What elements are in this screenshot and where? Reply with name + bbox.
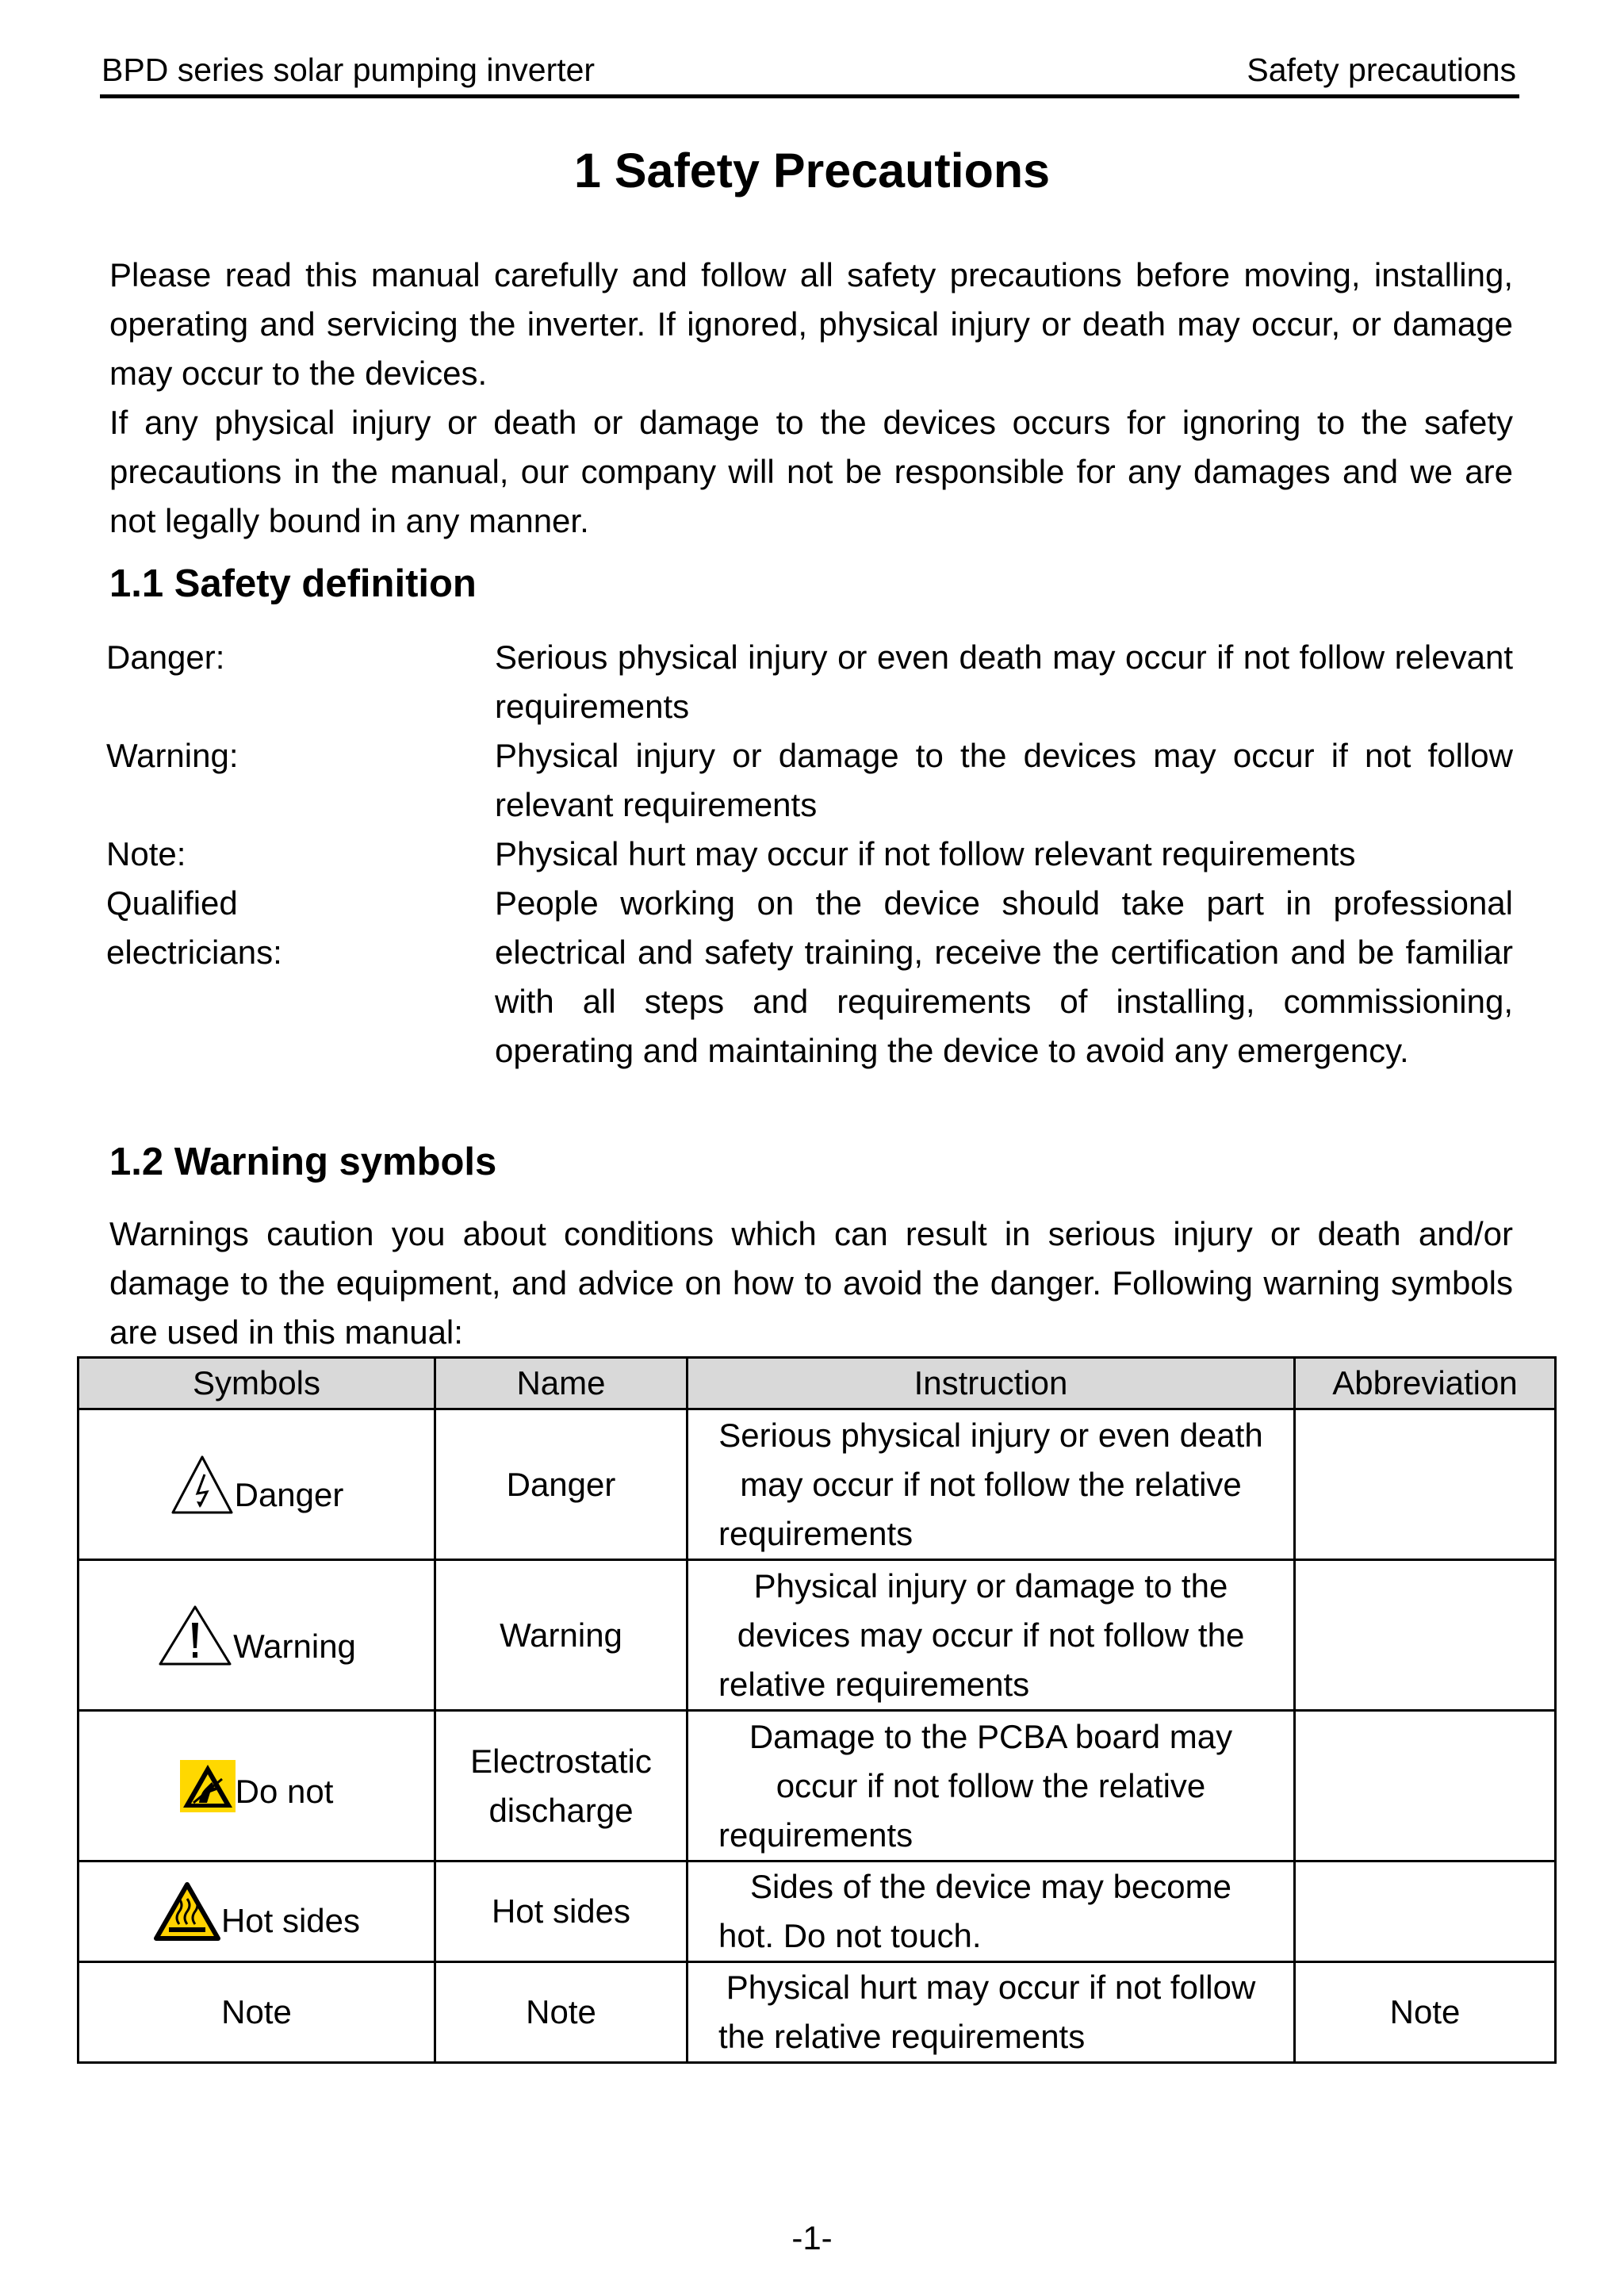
definition-list — [106, 633, 1515, 1075]
abbreviation-cell — [1295, 1711, 1556, 1861]
symbol-wrap — [79, 1881, 434, 1942]
definition-term: Danger: — [106, 638, 225, 676]
intro-text — [109, 251, 1513, 546]
section-heading-warning-symbols: 1.2 Warning symbols — [109, 1141, 497, 1183]
definition-term: Warning: — [106, 737, 239, 774]
symbol-wrap — [79, 1604, 434, 1667]
electric-danger-icon — [170, 1454, 235, 1516]
header-rule — [100, 94, 1519, 98]
warning-symbols-intro: Warnings caution you about conditions which can result in serious injury or death and/or damage to the equipment, and advice on how to avoid the danger. Following warning symbols are used in this manual: — [109, 1215, 1513, 1351]
name-cell: Danger — [435, 1409, 688, 1560]
header-left: BPD series solar pumping inverter — [102, 51, 596, 88]
symbol-label: Do not — [235, 1772, 334, 1810]
table-row — [79, 1861, 1556, 1962]
abbreviation-cell — [1295, 1409, 1556, 1560]
instruction-cell: Damage to the PCBA board may occur if not follow the relative requirements — [688, 1711, 1295, 1861]
symbol-label: Warning — [233, 1627, 356, 1665]
table-row — [79, 1711, 1556, 1861]
intro-paragraph: If any physical injury or death or damage to the devices occurs for ignoring to the safety precautions in the manual, our company will not be responsible for any damages and we are not legally bound in any manner. — [109, 404, 1513, 539]
symbol-wrap — [79, 1760, 434, 1812]
page-title: 1 Safety Precautions — [573, 144, 1051, 197]
name-cell: Hot sides — [435, 1861, 688, 1962]
column-header-symbols: Symbols — [79, 1358, 435, 1409]
column-header-instruction: Instruction — [688, 1358, 1295, 1409]
abbreviation-cell: Note — [1295, 1962, 1556, 2063]
symbol-cell — [79, 1409, 435, 1560]
symbol-label: Danger — [234, 1475, 344, 1513]
table-row — [79, 1962, 1556, 2063]
electrostatic-discharge-icon — [180, 1760, 236, 1812]
page-number: -1- — [791, 2219, 833, 2256]
definition-text: Physical hurt may occur if not follow relevant requirements — [495, 835, 1356, 872]
hot-surface-icon — [153, 1881, 221, 1942]
definition-row — [106, 830, 1515, 879]
name-cell: Note — [435, 1962, 688, 2063]
definition-row — [106, 879, 1515, 1075]
symbol-cell — [79, 1711, 435, 1861]
name-cell: Warning — [435, 1560, 688, 1711]
instruction-cell: Physical injury or damage to the devices may occur if not follow the relative requirements — [688, 1560, 1295, 1711]
column-header-name: Name — [435, 1358, 688, 1409]
table-row — [79, 1409, 1556, 1560]
definition-row — [106, 731, 1515, 830]
instruction-cell: Serious physical injury or even death may occur if not follow the relative requirements — [688, 1409, 1295, 1560]
table-header-row — [79, 1358, 1556, 1409]
abbreviation-cell — [1295, 1861, 1556, 1962]
definition-term: Note: — [106, 835, 186, 872]
definition-text: Serious physical injury or even death may occur if not follow relevant requirements — [495, 638, 1513, 725]
header-right: Safety precautions — [1247, 51, 1516, 88]
instruction-cell: Sides of the device may become hot. Do not touch. — [688, 1861, 1295, 1962]
name-cell: Electrostatic discharge — [435, 1711, 688, 1861]
symbol-cell: Note — [79, 1962, 435, 2063]
definition-term: Qualified electricians: — [106, 884, 282, 971]
abbreviation-cell — [1295, 1560, 1556, 1711]
definition-row — [106, 633, 1515, 731]
warning-symbols-table — [77, 1356, 1557, 2064]
definition-text: Physical injury or damage to the devices may occur if not follow relevant requirements — [495, 737, 1513, 823]
table-row — [79, 1560, 1556, 1711]
definition-text: People working on the device should take part in professional electrical and safety training, receive the certification and be familiar with all steps and requirements of installing, commissioning, operating and maintaining the device to avoid any emergency. — [495, 884, 1513, 1069]
symbol-label: Hot sides — [220, 1902, 361, 1939]
symbol-cell — [79, 1560, 435, 1711]
symbol-wrap — [79, 1454, 434, 1516]
running-header — [102, 46, 1516, 94]
symbol-cell — [79, 1861, 435, 1962]
section-heading-safety-definition: 1.1 Safety definition — [109, 562, 477, 605]
warning-exclamation-icon — [157, 1604, 233, 1667]
instruction-cell: Physical hurt may occur if not follow the relative requirements — [688, 1962, 1295, 2063]
intro-paragraph: Please read this manual carefully and follow all safety precautions before moving, installing, operating and servicing the inverter. If ignored, physical injury or death may occur, or damage may occur to the devices. — [109, 256, 1513, 392]
column-header-abbreviation: Abbreviation — [1295, 1358, 1556, 1409]
